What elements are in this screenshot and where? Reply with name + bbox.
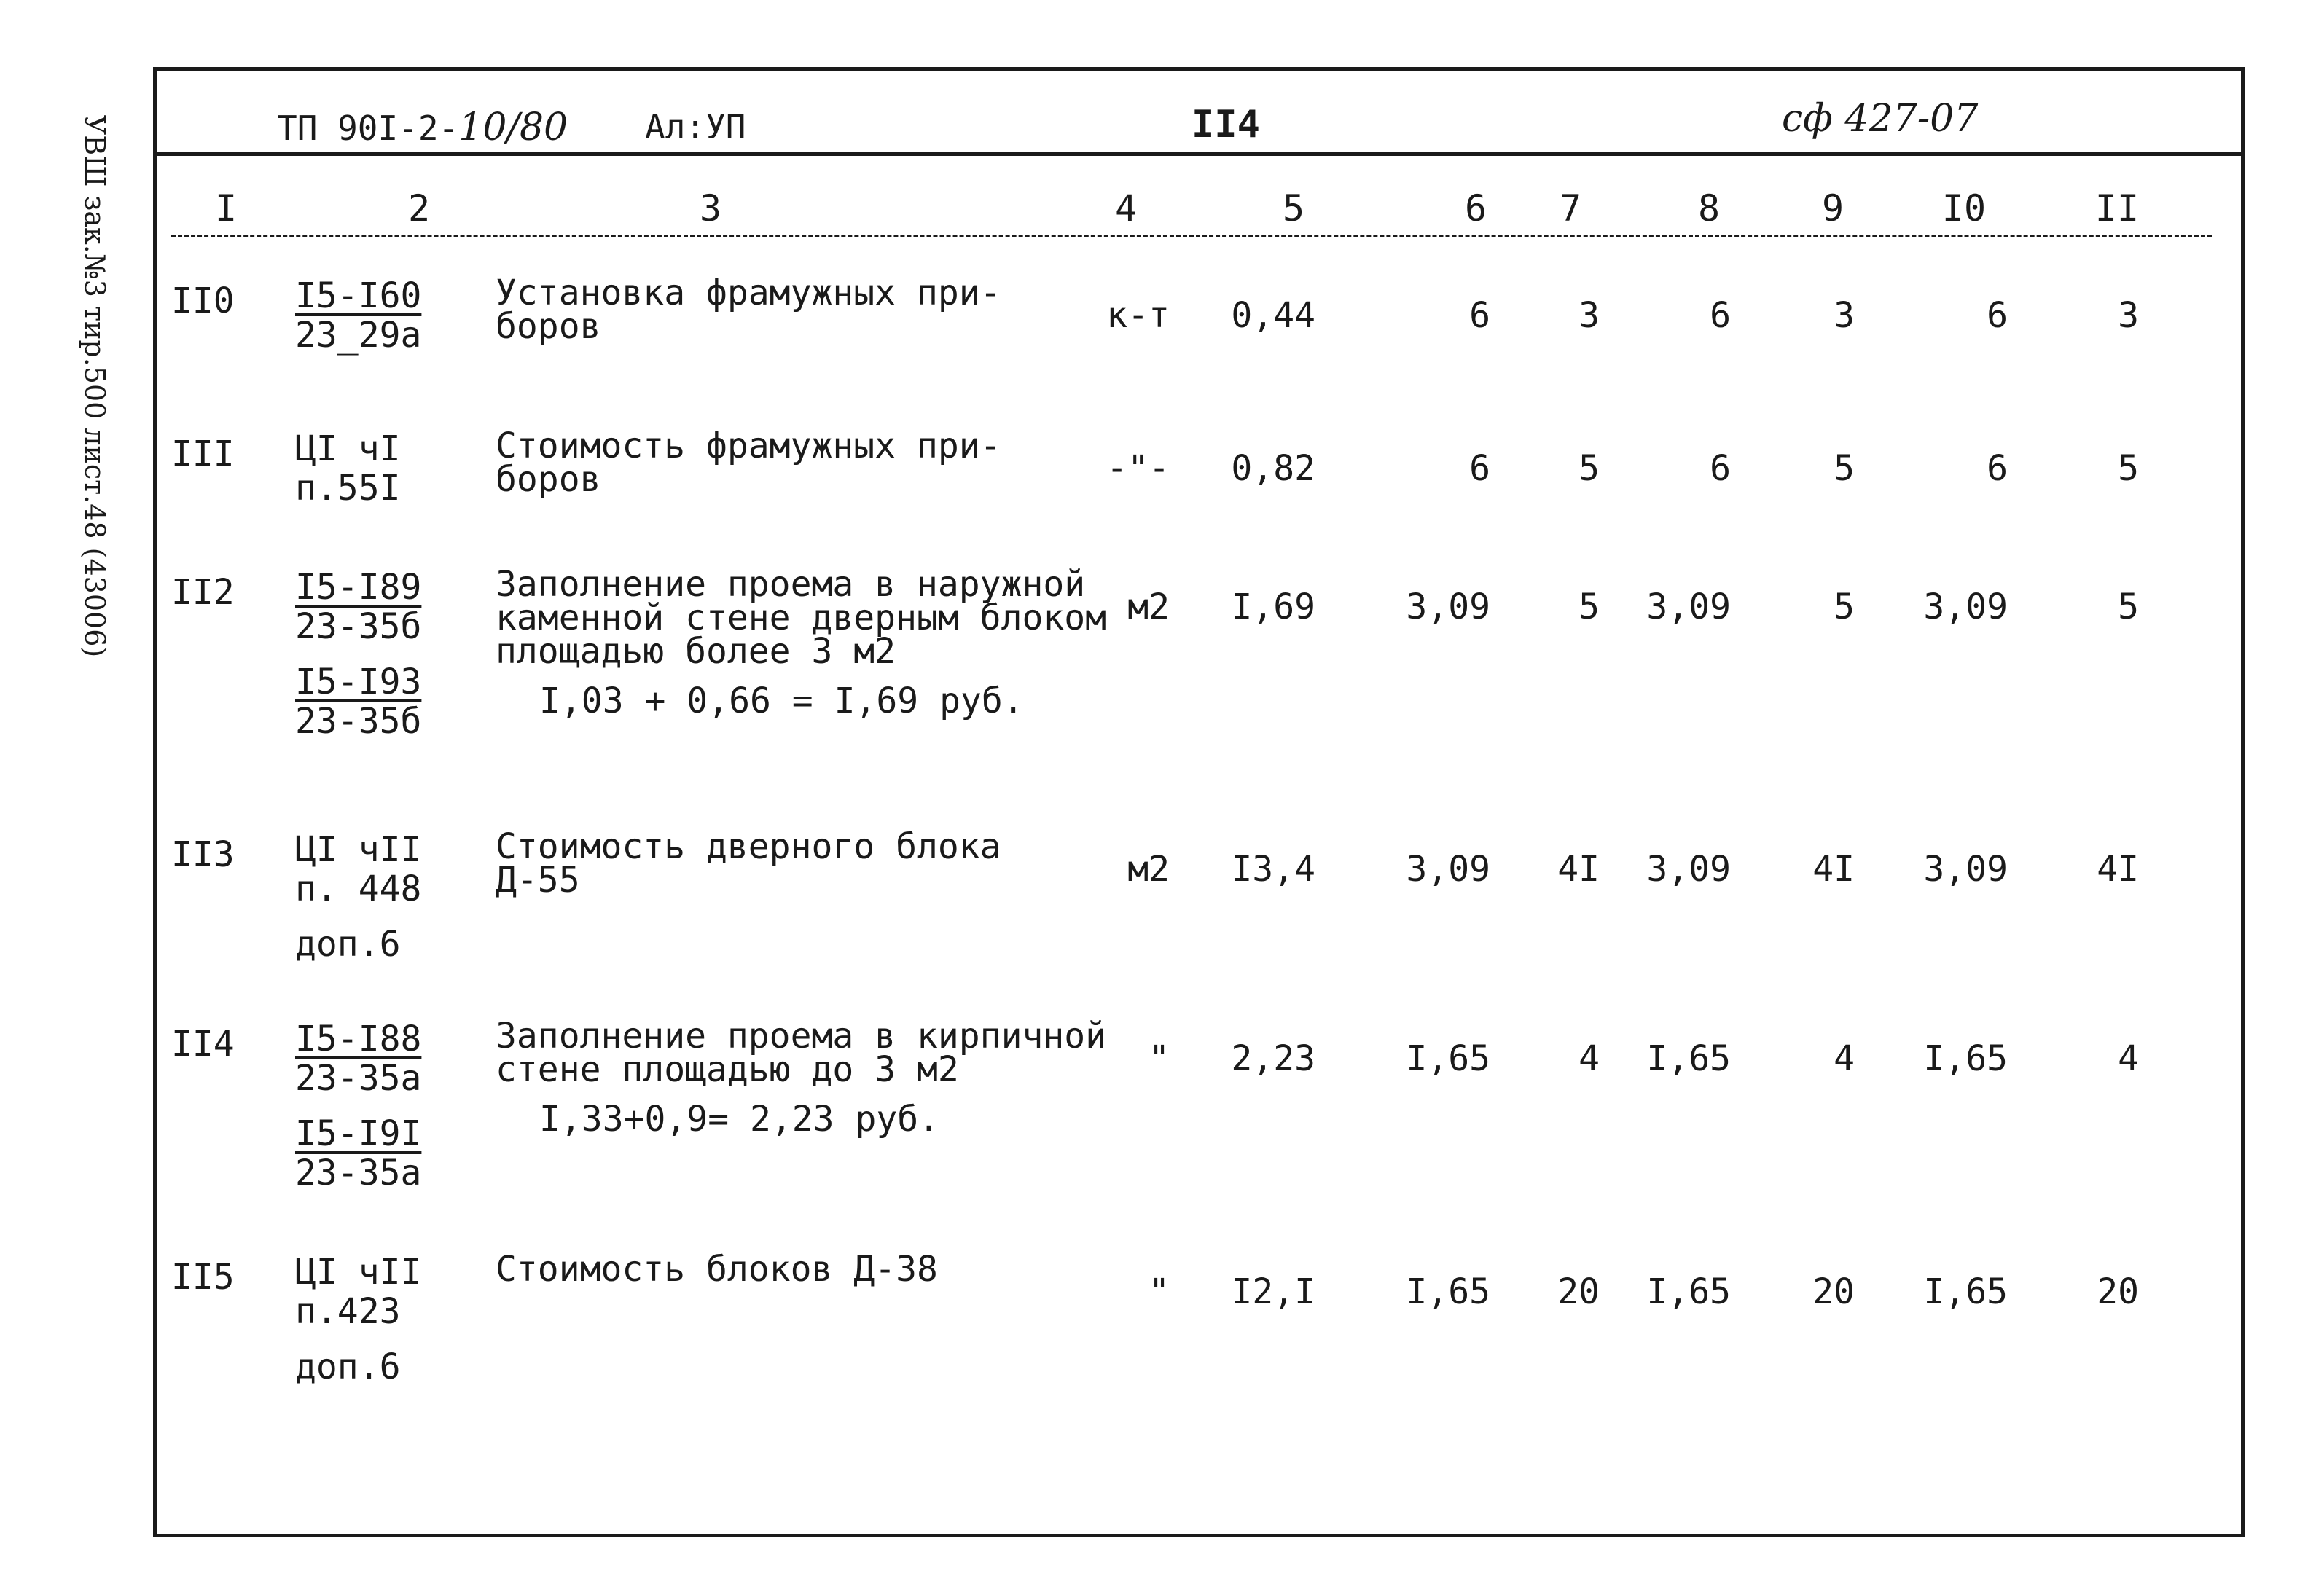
norm-code: доп.6 [295,1346,401,1387]
column-header-rule [171,235,2212,237]
unit: к-т [1106,295,1170,336]
col-7-value: 5 [1578,448,1600,489]
work-description [496,1016,1107,1140]
column-header-11: II [2094,187,2140,230]
col-11-value: 4 [2118,1038,2139,1079]
norm-code: доп.6 [295,924,401,965]
norm-code: ЦI чII [295,829,422,870]
sheet-reference: сф 427-07 [1782,97,1979,141]
description-line: стене площадью до 3 м2 [496,1049,959,1090]
norm-codes [295,1252,421,1387]
page-number: II4 [1192,103,1260,146]
row-number: II3 [171,834,235,875]
norm-codes [295,276,421,355]
header-divider [157,152,2241,156]
row-number: II5 [171,1257,235,1298]
column-header-5: 5 [1282,187,1305,230]
description-line: Стоимость фрамужных при- [496,426,1001,466]
norm-code: ЦI чII [295,1252,422,1293]
unit-price: 2,23 [1231,1038,1315,1079]
code-gap [295,909,421,925]
col-8-value: 3,09 [1646,587,1731,627]
norm-code: I5-I60 [295,275,422,316]
col-11-value: 3 [2118,295,2139,336]
norm-code: п. 448 [295,868,422,909]
row-number: III [171,434,235,474]
description-line: Установка фрамужных при- [496,272,1001,313]
work-description [496,564,1107,721]
col-9-value: 5 [1834,587,1855,627]
price-formula: I,03 + 0,66 = I,69 руб. [539,681,1024,721]
work-description [496,826,1001,901]
column-header-2: 2 [407,187,431,230]
column-header-6: 6 [1464,187,1487,230]
code-gap [295,646,421,662]
norm-code: п.55I [295,468,401,509]
description-line: Стоимость блоков Д-38 [496,1249,938,1290]
unit-price: I,69 [1231,587,1315,627]
column-header-4: 4 [1114,187,1138,230]
unit-price: 0,82 [1231,448,1315,489]
work-description [496,1249,938,1290]
row-number: II2 [171,572,235,613]
column-header-1: I [214,187,238,230]
col-8-value: I,65 [1646,1271,1731,1312]
col-8-value: I,65 [1646,1038,1731,1079]
norm-code: 23-35б [295,701,422,742]
description-line: боров [496,306,601,347]
code-gap [295,1098,421,1114]
col-6-value: 3,09 [1406,587,1490,627]
norm-code: 23-35а [295,1153,422,1193]
project-code [277,106,568,149]
col-10-value: 3,09 [1923,849,2008,890]
work-description [496,426,1001,500]
column-header-10: I0 [1941,187,1987,230]
col-9-value: 4I [1812,849,1855,890]
unit: " [1149,1038,1170,1079]
row-number: II4 [171,1024,235,1064]
col-10-value: I,65 [1923,1271,2008,1312]
col-9-value: 20 [1812,1271,1855,1312]
col-6-value: 6 [1469,448,1490,489]
column-header-3: 3 [699,187,722,230]
description-line: каменной стене дверным блоком [496,597,1107,638]
code-gap [295,1331,421,1347]
document-sheet [153,67,2245,1537]
column-header-9: 9 [1821,187,1844,230]
col-6-value: 3,09 [1406,849,1490,890]
unit: м2 [1127,849,1170,890]
unit-price: I2,I [1231,1271,1315,1312]
project-code-handwritten: 10/80 [458,106,568,149]
col-10-value: I,65 [1923,1038,2008,1079]
col-7-value: 3 [1578,295,1600,336]
column-header-8: 8 [1697,187,1721,230]
norm-code: 23-35б [295,606,422,647]
unit-price: I3,4 [1231,849,1315,890]
norm-code: п.423 [295,1291,401,1332]
unit: " [1149,1271,1170,1312]
project-code-text: ТП 90I-2- [277,109,459,148]
unit: -"- [1106,448,1170,489]
col-6-value: I,65 [1406,1271,1490,1312]
col-9-value: 3 [1834,295,1855,336]
norm-code: 23_29а [295,315,422,356]
col-11-value: 20 [2097,1271,2139,1312]
col-7-value: 5 [1578,587,1600,627]
column-header-7: 7 [1559,187,1582,230]
col-8-value: 3,09 [1646,849,1731,890]
norm-codes [295,830,421,964]
price-formula: I,33+0,9= 2,23 руб. [539,1099,940,1140]
description-line: Д-55 [496,860,580,901]
col-7-value: 20 [1557,1271,1600,1312]
col-11-value: 4I [2097,849,2139,890]
norm-code: ЦI чI [295,428,401,469]
col-6-value: I,65 [1406,1038,1490,1079]
col-7-value: 4I [1557,849,1600,890]
row-number: II0 [171,281,235,321]
col-9-value: 5 [1834,448,1855,489]
col-10-value: 6 [1987,295,2008,336]
work-description [496,272,1001,347]
norm-codes [295,1019,421,1193]
description-line: Заполнение проема в наружной [496,564,1086,605]
side-note-text: УВШ зак.№3 тир.500 лист.48 (43006) [79,114,111,658]
album-code: Ал:УП [645,107,746,146]
description-line: площадью более 3 м2 [496,631,896,672]
col-6-value: 6 [1469,295,1490,336]
col-10-value: 6 [1987,448,2008,489]
description-line: Стоимость дверного блока [496,826,1001,867]
unit-price: 0,44 [1231,295,1315,336]
col-8-value: 6 [1710,295,1731,336]
col-11-value: 5 [2118,587,2139,627]
col-9-value: 4 [1834,1038,1855,1079]
col-11-value: 5 [2118,448,2139,489]
col-8-value: 6 [1710,448,1731,489]
col-7-value: 4 [1578,1038,1600,1079]
norm-codes [295,429,401,508]
norm-code: 23-35а [295,1058,422,1099]
side-margin-note [69,114,120,658]
description-line: Заполнение проема в кирпичной [496,1016,1107,1056]
norm-code: I5-I93 [295,662,422,702]
description-line: боров [496,459,601,500]
norm-codes [295,568,421,741]
norm-code: I5-I89 [295,567,422,608]
norm-code: I5-I9I [295,1113,422,1154]
unit: м2 [1127,587,1170,627]
norm-code: I5-I88 [295,1019,422,1059]
col-10-value: 3,09 [1923,587,2008,627]
